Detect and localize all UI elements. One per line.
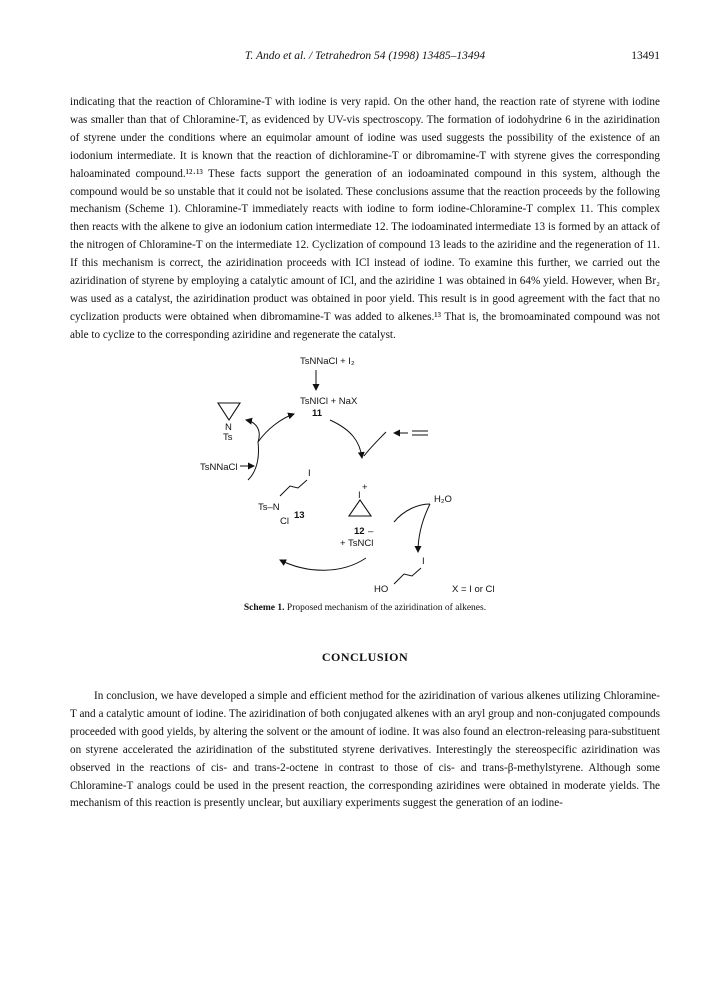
iodonium-ring <box>349 500 371 516</box>
scheme-caption <box>70 603 660 613</box>
compound13-chain <box>280 480 307 496</box>
body-paragraph-1: indicating that the reaction of Chloramine-T with iodine is very rapid. On the other hand, the reaction rate of styrene with iodine was smaller than that of Chloramine-T, as evidenced by UV-vis spectroscopy. The formation of iodohydrine 6 in the aziridination of styrene under the conditions where an equimolar amount of iodine was used suggests the possibility of the existence of an iodonium intermediate. It is known that the reaction of dichloramine-T or dibromamine-T with styrene gives the corresponding haloaminated compound.¹²·¹³ These facts support the generation of an iodoaminated compound in this system, although the compound would be so unstable that it could not be isolated. These conclusions assume that the reaction proceeds by the following mechanism (Scheme 1). Chloramine-T immediately reacts with iodine to form iodine-Chloramine-T complex 11. This complex then reacts with the alkene to give an iodonium cation intermediate 12. The iodoaminated intermediate 13 is formed by an attack of the nitrogen of Chloramine-T on the intermediate 12. Cyclization of compound 13 leads to the aziridine and the regeneration of 11. If this mechanism is correct, the aziridination proceeds with ICl instead of iodine. To examine this further, we carried out the aziridination of styrene by employing a catalytic amount of ICl, and the aziridine 1 was obtained in 64% yield. However, when Br₂ was used as a catalyst, the aziridination product was obtained in poor yield. This result is in good agreement with the fact that no cyclization products were obtained when dibromamine-T was added to alkenes.¹³ That is, the bromoaminated compound was not able to cyclize to the corresponding aziridine and regenerate the catalyst. <box>70 96 660 341</box>
tsncl-label: + TsNCl <box>340 538 374 549</box>
tsnnacl-label: TsNNaCl <box>200 462 238 473</box>
release-arrow <box>246 420 259 442</box>
nitrogen-attack-arrow <box>280 558 366 570</box>
water-label: H₂O <box>434 494 452 505</box>
cl-label: Cl <box>280 516 289 527</box>
reaction-scheme <box>190 350 530 605</box>
hydroxy-label: HO <box>374 584 389 595</box>
cyclization-arc <box>248 442 259 480</box>
iodonium-iodine: I <box>358 490 361 501</box>
alkene-attack-arrow <box>330 420 362 458</box>
complex-number: 11 <box>312 408 323 419</box>
top-reagents: TsNNaCl + I₂ <box>300 356 355 367</box>
ts-n-label: Ts–N <box>258 502 280 513</box>
body-paragraph-2: In conclusion, we have developed a simple and efficient method for the aziridination of various alkenes utilizing Chloramine-T and a catalytic amount of iodine. The aziridination of both conjugated alkenes with an aryl group and non-conjugated compounds proceeded with good yields, by altering the solvent or the amount of iodine. It was also found an electron-releasing para-substituent on styrene accelerated the aziridination of the substituted styrene derivatives. Interestingly the stereospecific aziridination was observed in the reactions of cis- and trans-2-octene in contrast to those of cis- and trans-β-methylstyrene. Although some Chloramine-T analogs could be used in the present reaction, the corresponding aziridines were obtained in moderate yields. The mechanism of this reaction is presently unclear, but auxiliary experiments suggest the generation of an iodine- <box>70 690 660 810</box>
water-attack-arrow <box>418 504 430 552</box>
iodonium-charge: + <box>362 482 368 493</box>
aziridine-ts: Ts <box>223 432 233 443</box>
aziridine-ring <box>218 403 240 420</box>
water-arc <box>394 504 430 522</box>
compound12-number: 12 <box>354 526 365 537</box>
iodine-label-left: I <box>308 468 311 479</box>
page-number: 13491 <box>631 50 660 62</box>
alkene-approach-arc <box>364 432 386 456</box>
section-heading: CONCLUSION <box>321 650 409 664</box>
iodine-label-right: I <box>422 556 425 567</box>
regeneration-arrow <box>258 414 294 442</box>
x-definition: X = I or Cl <box>452 584 495 595</box>
iodohydrine-chain <box>394 568 421 584</box>
caption-text: Proposed mechanism of the aziridination of alkenes. <box>284 603 487 613</box>
compound13-number: 13 <box>294 510 305 521</box>
aziridine-n: N <box>225 422 232 433</box>
complex-formula: TsNICl + NaX <box>300 396 358 407</box>
running-title: T. Ando et al. / Tetrahedron 54 (1998) 13485–13494 <box>244 50 486 62</box>
anion-charge: – <box>368 526 374 537</box>
caption-label: Scheme 1. <box>243 603 285 613</box>
page-header <box>70 50 660 66</box>
scheme-diagram <box>190 350 530 605</box>
